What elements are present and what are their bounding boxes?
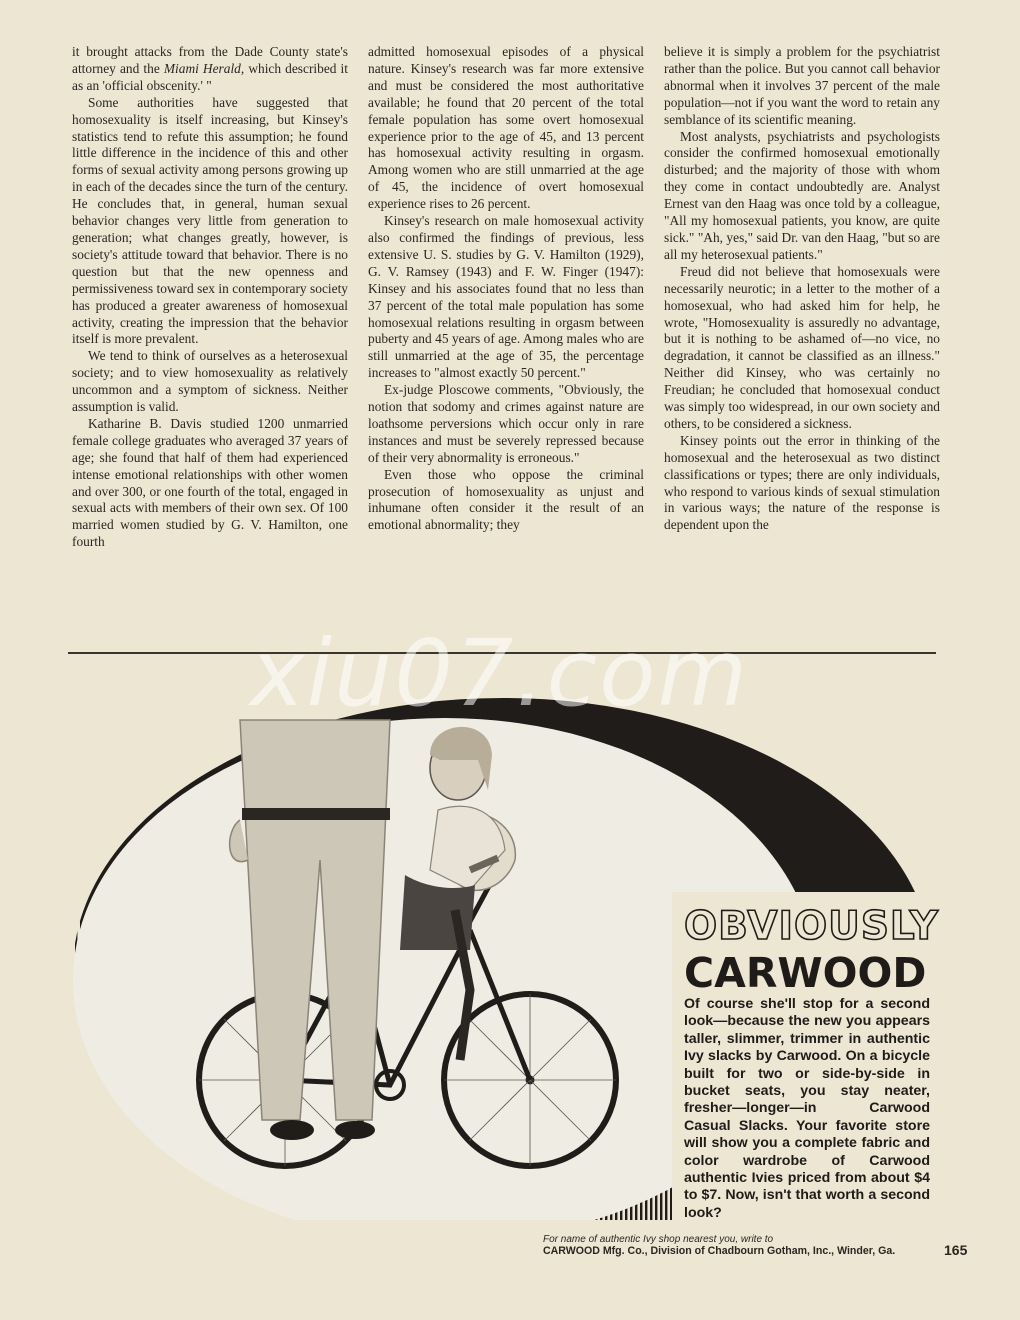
ad-footer-address: CARWOOD Mfg. Co., Division of Chadbourn Gotham, Inc., Winder, Ga.	[543, 1245, 896, 1257]
publication-name: Miami Herald	[163, 60, 241, 76]
article-paragraph: Freud did not believe that homosexuals were necessarily neurotic; in a letter to the mother of a homosexual, who had asked him for help, he wrote, "Homosexuality is assuredly no advantage, but it is nothing to be ashamed of—no vice, no degradation, it cannot be classified as an illness." Neither did Kinsey, who was certainly no Freudian; he concluded that homosexual conduct was simply too widespread, in our own society and others, to be considered a sickness.	[664, 263, 940, 431]
page-number: 165	[944, 1242, 968, 1258]
ad-headline-brand: CARWOOD	[684, 949, 927, 997]
article-paragraph: We tend to think of ourselves as a heterosexual society; and to view homosexuality as relatively uncommon and a symptom of sickness. Neither assumption is valid.	[72, 348, 348, 415]
article-paragraph: Katharine B. Davis studied 1200 unmarried female college graduates who averaged 37 years of age; she found that half of them had experienced intense emotional relationships with other women and over 300, or one fourth of the total, engaged in sexual acts with members of their own sex. Of 100 married women studied by G. V. Hamilton, one fourth	[72, 415, 348, 550]
article-column-2	[368, 44, 644, 650]
article-paragraph: Some authorities have suggested that homosexuality is itself increasing, but Kinsey's statistics tend to refute this assumption; he found little difference in the incidence of this and other forms of sexual activity among persons growing up in each of the decades since the turn of the century. He concludes that, in general, human sexual behavior changes very little from generation to generation; what changes greatly, however, is society's attitude toward that behavior. There is no question but that the new openness and permissiveness toward sex in contemporary society has produced a greater awareness of homosexual activity, creating the impression that the behavior itself is more prevalent.	[72, 94, 348, 347]
article-column-3	[664, 44, 940, 650]
article-paragraph: Kinsey points out the error in thinking of the homosexual and the heterosexual as two distinct classifications or types; there are only individuals, who respond to various kinds of sexual stimulation in various ways; the nature of the response is dependent upon the	[664, 432, 940, 533]
ad-body-copy: Of course she'll stop for a second look—because the new you appears taller, slimmer, trimmer in authentic Ivy slacks by Carwood. On a bicycle built for two or side-by-side in bucket seats, you stay neater, fresher—longer—in Carwood Casual Slacks. Your favorite store will show you a complete fabric and color wardrobe of Carwood authentic Ivies priced from about $4 to $7. Now, isn't that worth a second look?	[684, 996, 930, 1221]
article-paragraph: Even those who oppose the criminal prosecution of homosexuality as unjust and inhumane often consider it the result of an emotional abnormality; they	[368, 466, 644, 533]
article-paragraph: Ex-judge Ploscowe comments, "Obviously, the notion that sodomy and crimes against nature are loathsome perversions which occur only in rare instances and must be severely repressed because of their very abnormality is erroneous."	[368, 382, 644, 465]
article-paragraph: Kinsey's research on male homosexual activity also confirmed the findings of previous, less extensive U. S. studies by G. V. Hamilton (1929), G. V. Ramsey (1943) and F. W. Finger (1947): Kinsey and his associates found that no less than 37 percent of the total male population has some homosexual relations resulting in orgasm between puberty and 45 years of age. Among males who are still unmarried at the age of 35, the percentage increases to "almost exactly 50 percent."	[368, 213, 644, 381]
article-paragraph: believe it is simply a problem for the psychiatrist rather than the police. But you cannot call behavior abnormal when it involves 37 percent of the male population—not if you want the word to retain any semblance of its scientific meaning.	[664, 44, 940, 127]
article-paragraph: Most analysts, psychiatrists and psychologists consider the confirmed homosexual emotionally disturbed; and the majority of those with whom they come in contact undoubtedly are. Analyst Ernest van den Haag was once told by a colleague, "All my homosexual patients, you know, are quite sick." "Ah, yes," said Dr. van den Haag, "but so are all my heterosexual patients."	[664, 128, 940, 262]
article-paragraph: it brought attacks from the Dade County state's attorney and the Miami Herald, which described it as an 'official obscenity.' "	[72, 44, 348, 93]
article-column-1	[72, 44, 348, 650]
article-body	[72, 44, 940, 650]
site-watermark: xiu07.com	[250, 620, 750, 727]
ad-headline-outline: OBVIOUSLY	[684, 904, 939, 949]
ad-footer-note: For name of authentic Ivy shop nearest you, write to	[543, 1234, 774, 1245]
article-paragraph: admitted homosexual episodes of a physical nature. Kinsey's research was far more extensive and must be considered the most authoritative available; he found that 20 percent of the total female population has some overt homosexual experience prior to the age of 45, and 13 percent has homosexual activity resulting in orgasm. Among women who are still unmarried at the age of 45, the incidence of overt homosexual experience rises to 26 percent.	[368, 44, 644, 212]
